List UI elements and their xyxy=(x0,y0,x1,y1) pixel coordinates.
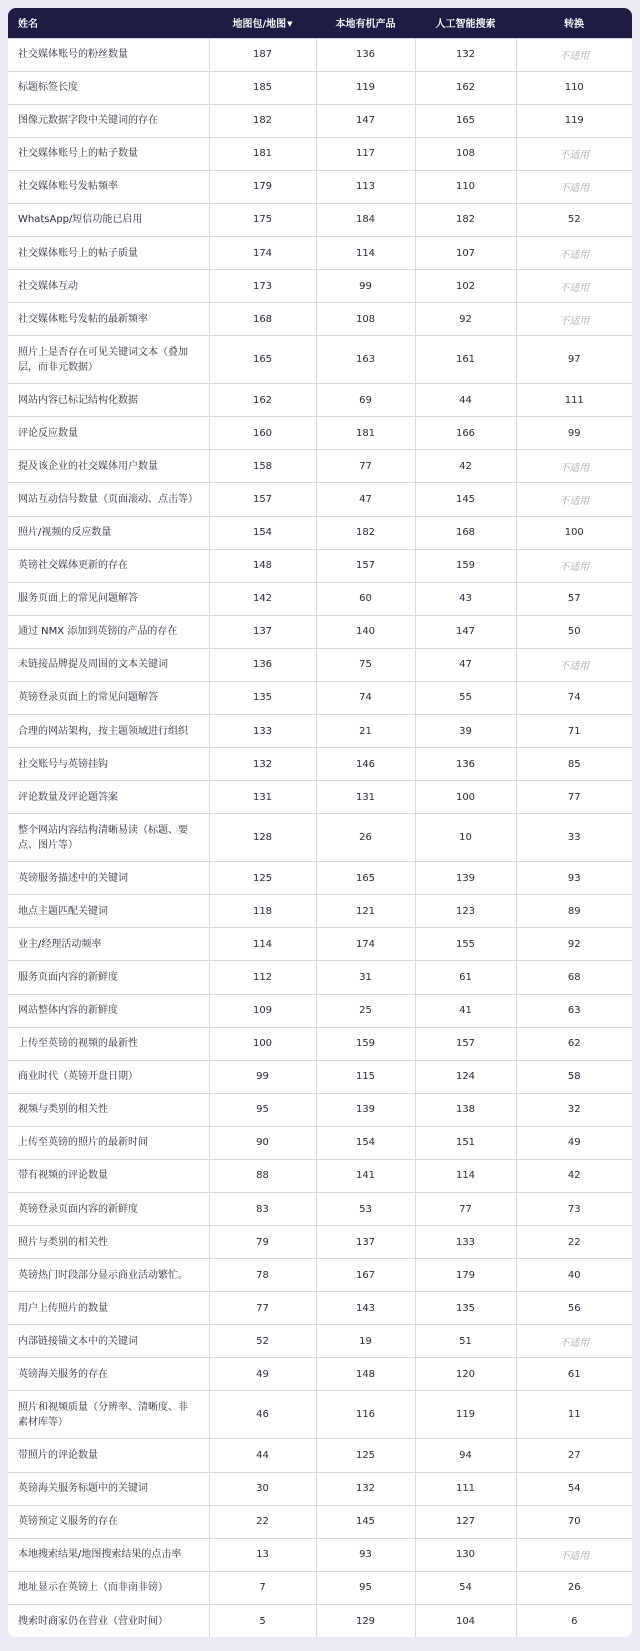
cell-organic: 119 xyxy=(316,71,415,104)
cell-conversion: 不适用 xyxy=(516,450,632,483)
table-row xyxy=(8,137,632,170)
table-row xyxy=(8,615,632,648)
cell-map-pack: 5 xyxy=(209,1604,316,1637)
cell-name: 社交媒体账号上的帖子质量 xyxy=(8,236,209,269)
table-row xyxy=(8,1472,632,1505)
cell-organic: 157 xyxy=(316,549,415,582)
cell-name: 地点主题匹配关键词 xyxy=(8,895,209,928)
cell-conversion: 不适用 xyxy=(516,38,632,71)
column-header-ai-search-label: 人工智能搜索 xyxy=(435,19,496,31)
cell-map-pack: 154 xyxy=(209,516,316,549)
table-row xyxy=(8,303,632,336)
cell-map-pack: 181 xyxy=(209,137,316,170)
cell-map-pack: 78 xyxy=(209,1259,316,1292)
cell-conversion: 71 xyxy=(516,714,632,747)
table-row xyxy=(8,170,632,203)
table-row xyxy=(8,648,632,681)
cell-map-pack: 118 xyxy=(209,895,316,928)
cell-conversion: 不适用 xyxy=(516,170,632,203)
cell-map-pack: 52 xyxy=(209,1325,316,1358)
table-row xyxy=(8,1604,632,1637)
cell-organic: 99 xyxy=(316,270,415,303)
table-row xyxy=(8,1358,632,1391)
cell-conversion: 6 xyxy=(516,1604,632,1637)
table-row xyxy=(8,104,632,137)
cell-organic: 121 xyxy=(316,895,415,928)
table-row xyxy=(8,236,632,269)
cell-map-pack: 128 xyxy=(209,814,316,862)
column-header-name[interactable] xyxy=(8,8,209,38)
cell-ai-search: 55 xyxy=(415,681,516,714)
cell-name: 视频与类别的相关性 xyxy=(8,1093,209,1126)
cell-conversion: 73 xyxy=(516,1193,632,1226)
cell-map-pack: 88 xyxy=(209,1159,316,1192)
table-row xyxy=(8,781,632,814)
cell-conversion: 49 xyxy=(516,1126,632,1159)
cell-ai-search: 94 xyxy=(415,1439,516,1472)
cell-map-pack: 7 xyxy=(209,1571,316,1604)
cell-organic: 93 xyxy=(316,1538,415,1571)
cell-organic: 26 xyxy=(316,814,415,862)
cell-name: 业主/经理活动频率 xyxy=(8,928,209,961)
table-row xyxy=(8,1259,632,1292)
cell-organic: 21 xyxy=(316,714,415,747)
cell-ai-search: 108 xyxy=(415,137,516,170)
cell-conversion: 99 xyxy=(516,417,632,450)
cell-name: 照片上是否存在可见关键词文本（叠加层，而非元数据） xyxy=(8,336,209,384)
cell-conversion: 63 xyxy=(516,994,632,1027)
table-row xyxy=(8,748,632,781)
cell-name: 社交账号与英镑挂钩 xyxy=(8,748,209,781)
table-row xyxy=(8,814,632,862)
table-row xyxy=(8,1571,632,1604)
cell-conversion: 77 xyxy=(516,781,632,814)
table-row xyxy=(8,483,632,516)
cell-name: 内部链接锚文本中的关键词 xyxy=(8,1325,209,1358)
cell-ai-search: 130 xyxy=(415,1538,516,1571)
cell-name: 网站互动信号数量（页面滚动、点击等） xyxy=(8,483,209,516)
cell-conversion: 27 xyxy=(516,1439,632,1472)
cell-name: 地址显示在英镑上（而非南非镑） xyxy=(8,1571,209,1604)
cell-map-pack: 100 xyxy=(209,1027,316,1060)
cell-ai-search: 42 xyxy=(415,450,516,483)
table-row xyxy=(8,862,632,895)
cell-map-pack: 158 xyxy=(209,450,316,483)
cell-organic: 115 xyxy=(316,1060,415,1093)
cell-conversion: 56 xyxy=(516,1292,632,1325)
cell-name: 英镑登录页面上的常见问题解答 xyxy=(8,681,209,714)
cell-map-pack: 174 xyxy=(209,236,316,269)
cell-map-pack: 79 xyxy=(209,1226,316,1259)
cell-conversion: 61 xyxy=(516,1358,632,1391)
cell-map-pack: 135 xyxy=(209,681,316,714)
table-row xyxy=(8,1159,632,1192)
cell-ai-search: 51 xyxy=(415,1325,516,1358)
cell-map-pack: 99 xyxy=(209,1060,316,1093)
cell-map-pack: 46 xyxy=(209,1391,316,1439)
cell-conversion: 68 xyxy=(516,961,632,994)
cell-ai-search: 166 xyxy=(415,417,516,450)
cell-organic: 108 xyxy=(316,303,415,336)
cell-ai-search: 77 xyxy=(415,1193,516,1226)
cell-conversion: 22 xyxy=(516,1226,632,1259)
table-row xyxy=(8,203,632,236)
cell-ai-search: 179 xyxy=(415,1259,516,1292)
cell-organic: 47 xyxy=(316,483,415,516)
table-row xyxy=(8,1325,632,1358)
cell-conversion: 42 xyxy=(516,1159,632,1192)
cell-organic: 131 xyxy=(316,781,415,814)
cell-conversion: 62 xyxy=(516,1027,632,1060)
table-row xyxy=(8,384,632,417)
cell-organic: 147 xyxy=(316,104,415,137)
cell-organic: 139 xyxy=(316,1093,415,1126)
cell-name: 提及该企业的社交媒体用户数量 xyxy=(8,450,209,483)
cell-organic: 19 xyxy=(316,1325,415,1358)
cell-map-pack: 44 xyxy=(209,1439,316,1472)
table-row xyxy=(8,549,632,582)
cell-map-pack: 137 xyxy=(209,615,316,648)
cell-ai-search: 145 xyxy=(415,483,516,516)
cell-organic: 165 xyxy=(316,862,415,895)
cell-name: 英镑热门时段部分显示商业活动繁忙。 xyxy=(8,1259,209,1292)
cell-organic: 167 xyxy=(316,1259,415,1292)
cell-conversion: 不适用 xyxy=(516,648,632,681)
ranking-factors-table-container xyxy=(8,8,632,1637)
cell-map-pack: 160 xyxy=(209,417,316,450)
table-row xyxy=(8,1439,632,1472)
cell-map-pack: 112 xyxy=(209,961,316,994)
cell-organic: 60 xyxy=(316,582,415,615)
table-row xyxy=(8,417,632,450)
table-row xyxy=(8,714,632,747)
cell-organic: 137 xyxy=(316,1226,415,1259)
cell-organic: 145 xyxy=(316,1505,415,1538)
cell-ai-search: 168 xyxy=(415,516,516,549)
cell-name: 带照片的评论数量 xyxy=(8,1439,209,1472)
cell-ai-search: 119 xyxy=(415,1391,516,1439)
table-row xyxy=(8,516,632,549)
cell-organic: 163 xyxy=(316,336,415,384)
cell-ai-search: 182 xyxy=(415,203,516,236)
cell-map-pack: 179 xyxy=(209,170,316,203)
table-row xyxy=(8,1505,632,1538)
table-header-row xyxy=(8,8,632,38)
cell-ai-search: 147 xyxy=(415,615,516,648)
cell-organic: 159 xyxy=(316,1027,415,1060)
column-header-organic-label: 本地有机产品 xyxy=(335,19,396,31)
cell-name: 整个网站内容结构清晰易读（标题、要点、图片等） xyxy=(8,814,209,862)
cell-map-pack: 165 xyxy=(209,336,316,384)
cell-map-pack: 30 xyxy=(209,1472,316,1505)
cell-organic: 113 xyxy=(316,170,415,203)
cell-organic: 69 xyxy=(316,384,415,417)
cell-ai-search: 92 xyxy=(415,303,516,336)
column-header-organic[interactable] xyxy=(316,8,415,38)
cell-map-pack: 185 xyxy=(209,71,316,104)
cell-ai-search: 107 xyxy=(415,236,516,269)
cell-organic: 143 xyxy=(316,1292,415,1325)
cell-ai-search: 41 xyxy=(415,994,516,1027)
cell-map-pack: 49 xyxy=(209,1358,316,1391)
table-row xyxy=(8,1193,632,1226)
cell-organic: 129 xyxy=(316,1604,415,1637)
cell-conversion: 89 xyxy=(516,895,632,928)
table-body xyxy=(8,38,632,1637)
cell-name: 上传至英镑的视频的最新性 xyxy=(8,1027,209,1060)
cell-conversion: 40 xyxy=(516,1259,632,1292)
cell-ai-search: 10 xyxy=(415,814,516,862)
cell-map-pack: 132 xyxy=(209,748,316,781)
cell-name: 网站内容已标记结构化数据 xyxy=(8,384,209,417)
cell-ai-search: 123 xyxy=(415,895,516,928)
cell-name: 商业时代（英镑开盘日期） xyxy=(8,1060,209,1093)
cell-name: 服务页面上的常见问题解答 xyxy=(8,582,209,615)
cell-organic: 75 xyxy=(316,648,415,681)
column-header-map-pack[interactable] xyxy=(209,8,316,38)
cell-organic: 184 xyxy=(316,203,415,236)
cell-name: 带有视频的评论数量 xyxy=(8,1159,209,1192)
cell-organic: 31 xyxy=(316,961,415,994)
cell-map-pack: 175 xyxy=(209,203,316,236)
cell-ai-search: 159 xyxy=(415,549,516,582)
cell-ai-search: 54 xyxy=(415,1571,516,1604)
cell-map-pack: 95 xyxy=(209,1093,316,1126)
cell-conversion: 119 xyxy=(516,104,632,137)
cell-name: 网站整体内容的新鲜度 xyxy=(8,994,209,1027)
column-header-ai-search[interactable] xyxy=(415,8,516,38)
cell-name: 搜索时商家仍在营业（营业时间） xyxy=(8,1604,209,1637)
cell-organic: 53 xyxy=(316,1193,415,1226)
cell-ai-search: 102 xyxy=(415,270,516,303)
cell-ai-search: 161 xyxy=(415,336,516,384)
cell-name: 英镑预定义服务的存在 xyxy=(8,1505,209,1538)
cell-conversion: 93 xyxy=(516,862,632,895)
table-row xyxy=(8,1027,632,1060)
cell-ai-search: 138 xyxy=(415,1093,516,1126)
cell-organic: 95 xyxy=(316,1571,415,1604)
cell-name: 照片和视频质量（分辨率、清晰度、非素材库等） xyxy=(8,1391,209,1439)
cell-map-pack: 13 xyxy=(209,1538,316,1571)
table-row xyxy=(8,38,632,71)
cell-name: 合理的网站架构，按主题领域进行组织 xyxy=(8,714,209,747)
cell-name: 英镑海关服务标题中的关键词 xyxy=(8,1472,209,1505)
cell-conversion: 52 xyxy=(516,203,632,236)
cell-organic: 174 xyxy=(316,928,415,961)
cell-map-pack: 182 xyxy=(209,104,316,137)
cell-map-pack: 114 xyxy=(209,928,316,961)
cell-organic: 140 xyxy=(316,615,415,648)
cell-map-pack: 148 xyxy=(209,549,316,582)
cell-ai-search: 120 xyxy=(415,1358,516,1391)
cell-name: 英镑社交媒体更新的存在 xyxy=(8,549,209,582)
cell-name: 图像元数据字段中关键词的存在 xyxy=(8,104,209,137)
cell-map-pack: 83 xyxy=(209,1193,316,1226)
cell-ai-search: 155 xyxy=(415,928,516,961)
cell-name: 照片/视频的反应数量 xyxy=(8,516,209,549)
cell-ai-search: 110 xyxy=(415,170,516,203)
column-header-map-pack-label: 地图包/地图 xyxy=(232,19,287,31)
table-row xyxy=(8,1391,632,1439)
cell-name: 评论反应数量 xyxy=(8,417,209,450)
cell-map-pack: 90 xyxy=(209,1126,316,1159)
cell-name: 服务页面内容的新鲜度 xyxy=(8,961,209,994)
table-row xyxy=(8,1538,632,1571)
cell-conversion: 11 xyxy=(516,1391,632,1439)
cell-ai-search: 114 xyxy=(415,1159,516,1192)
cell-name: 评论数量及评论题答案 xyxy=(8,781,209,814)
ranking-factors-table xyxy=(8,8,632,1637)
cell-conversion: 不适用 xyxy=(516,1325,632,1358)
cell-name: 照片与类别的相关性 xyxy=(8,1226,209,1259)
cell-name: 标题标签长度 xyxy=(8,71,209,104)
cell-conversion: 不适用 xyxy=(516,1538,632,1571)
cell-map-pack: 162 xyxy=(209,384,316,417)
cell-map-pack: 168 xyxy=(209,303,316,336)
table-row xyxy=(8,71,632,104)
cell-ai-search: 39 xyxy=(415,714,516,747)
cell-organic: 182 xyxy=(316,516,415,549)
cell-map-pack: 187 xyxy=(209,38,316,71)
cell-conversion: 33 xyxy=(516,814,632,862)
table-row xyxy=(8,895,632,928)
cell-ai-search: 151 xyxy=(415,1126,516,1159)
cell-ai-search: 165 xyxy=(415,104,516,137)
cell-map-pack: 136 xyxy=(209,648,316,681)
cell-conversion: 不适用 xyxy=(516,483,632,516)
cell-map-pack: 133 xyxy=(209,714,316,747)
cell-conversion: 70 xyxy=(516,1505,632,1538)
table-row xyxy=(8,450,632,483)
cell-ai-search: 132 xyxy=(415,38,516,71)
cell-organic: 154 xyxy=(316,1126,415,1159)
cell-organic: 77 xyxy=(316,450,415,483)
cell-name: 英镑服务描述中的关键词 xyxy=(8,862,209,895)
cell-organic: 181 xyxy=(316,417,415,450)
cell-conversion: 54 xyxy=(516,1472,632,1505)
cell-ai-search: 135 xyxy=(415,1292,516,1325)
cell-conversion: 57 xyxy=(516,582,632,615)
cell-conversion: 85 xyxy=(516,748,632,781)
cell-organic: 125 xyxy=(316,1439,415,1472)
cell-organic: 141 xyxy=(316,1159,415,1192)
column-header-name-label: 姓名 xyxy=(18,19,38,31)
cell-name: 社交媒体账号发帖的最新频率 xyxy=(8,303,209,336)
cell-ai-search: 127 xyxy=(415,1505,516,1538)
table-row xyxy=(8,1126,632,1159)
table-row xyxy=(8,1093,632,1126)
table-row xyxy=(8,1292,632,1325)
cell-ai-search: 162 xyxy=(415,71,516,104)
cell-map-pack: 109 xyxy=(209,994,316,1027)
column-header-conversion-label: 转换 xyxy=(564,19,584,31)
table-row xyxy=(8,681,632,714)
table-row xyxy=(8,1226,632,1259)
cell-ai-search: 124 xyxy=(415,1060,516,1093)
cell-organic: 25 xyxy=(316,994,415,1027)
cell-conversion: 110 xyxy=(516,71,632,104)
cell-organic: 117 xyxy=(316,137,415,170)
cell-ai-search: 157 xyxy=(415,1027,516,1060)
cell-conversion: 100 xyxy=(516,516,632,549)
cell-ai-search: 61 xyxy=(415,961,516,994)
cell-ai-search: 111 xyxy=(415,1472,516,1505)
cell-name: 英镑海关服务的存在 xyxy=(8,1358,209,1391)
cell-name: 本地搜索结果/地图搜索结果的点击率 xyxy=(8,1538,209,1571)
cell-map-pack: 173 xyxy=(209,270,316,303)
cell-name: 英镑登录页面内容的新鲜度 xyxy=(8,1193,209,1226)
table-row xyxy=(8,928,632,961)
cell-map-pack: 77 xyxy=(209,1292,316,1325)
cell-ai-search: 139 xyxy=(415,862,516,895)
table-row xyxy=(8,336,632,384)
cell-name: 通过 NMX 添加到英镑的产品的存在 xyxy=(8,615,209,648)
cell-name: 社交媒体账号的粉丝数量 xyxy=(8,38,209,71)
cell-organic: 136 xyxy=(316,38,415,71)
cell-conversion: 74 xyxy=(516,681,632,714)
cell-ai-search: 43 xyxy=(415,582,516,615)
cell-conversion: 111 xyxy=(516,384,632,417)
table-row xyxy=(8,1060,632,1093)
column-header-conversion[interactable] xyxy=(516,8,632,38)
cell-organic: 146 xyxy=(316,748,415,781)
cell-conversion: 26 xyxy=(516,1571,632,1604)
cell-name: 未链接品牌提及周围的文本关键词 xyxy=(8,648,209,681)
table-row xyxy=(8,994,632,1027)
sort-down-icon[interactable]: ▼ xyxy=(287,20,293,29)
cell-conversion: 50 xyxy=(516,615,632,648)
cell-ai-search: 100 xyxy=(415,781,516,814)
cell-organic: 148 xyxy=(316,1358,415,1391)
cell-conversion: 不适用 xyxy=(516,236,632,269)
cell-map-pack: 142 xyxy=(209,582,316,615)
cell-conversion: 92 xyxy=(516,928,632,961)
cell-conversion: 不适用 xyxy=(516,270,632,303)
cell-name: 上传至英镑的照片的最新时间 xyxy=(8,1126,209,1159)
cell-ai-search: 136 xyxy=(415,748,516,781)
cell-name: 社交媒体账号发帖频率 xyxy=(8,170,209,203)
cell-organic: 116 xyxy=(316,1391,415,1439)
cell-conversion: 58 xyxy=(516,1060,632,1093)
cell-name: 社交媒体互动 xyxy=(8,270,209,303)
cell-map-pack: 22 xyxy=(209,1505,316,1538)
table-row xyxy=(8,270,632,303)
cell-name: WhatsApp/短信功能已启用 xyxy=(8,203,209,236)
cell-ai-search: 104 xyxy=(415,1604,516,1637)
cell-map-pack: 157 xyxy=(209,483,316,516)
cell-ai-search: 47 xyxy=(415,648,516,681)
cell-ai-search: 133 xyxy=(415,1226,516,1259)
cell-organic: 114 xyxy=(316,236,415,269)
cell-name: 用户上传照片的数量 xyxy=(8,1292,209,1325)
cell-conversion: 97 xyxy=(516,336,632,384)
cell-conversion: 不适用 xyxy=(516,137,632,170)
table-row xyxy=(8,961,632,994)
cell-organic: 132 xyxy=(316,1472,415,1505)
cell-conversion: 32 xyxy=(516,1093,632,1126)
cell-ai-search: 44 xyxy=(415,384,516,417)
cell-map-pack: 125 xyxy=(209,862,316,895)
table-row xyxy=(8,582,632,615)
cell-name: 社交媒体账号上的帖子数量 xyxy=(8,137,209,170)
cell-map-pack: 131 xyxy=(209,781,316,814)
cell-organic: 74 xyxy=(316,681,415,714)
cell-conversion: 不适用 xyxy=(516,303,632,336)
cell-conversion: 不适用 xyxy=(516,549,632,582)
